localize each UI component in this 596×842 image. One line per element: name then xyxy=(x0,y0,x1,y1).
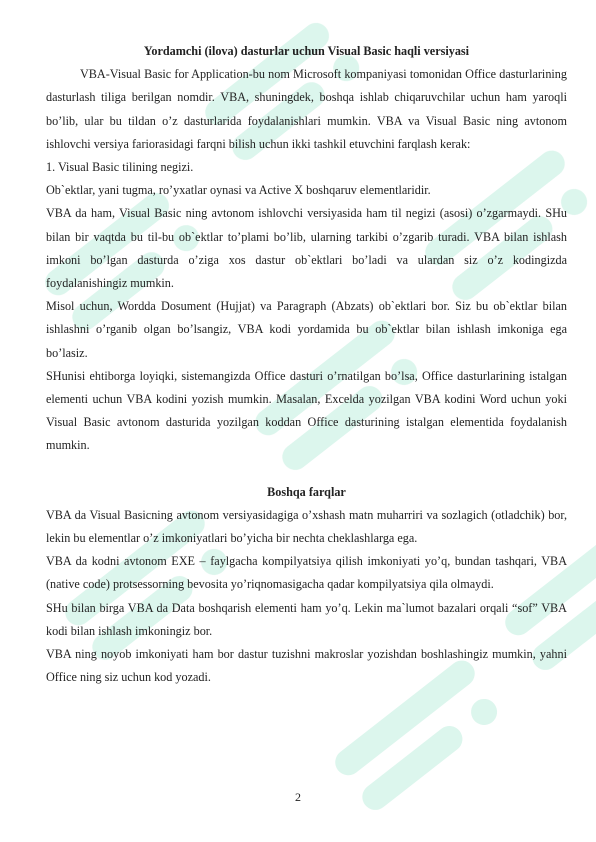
paragraph: SHu bilan birga VBA da Data boshqarish elementi ham yo’q. Lekin ma`lumot bazalari orqali “sof” VBA kodi bilan ishlash imkoningiz bor. xyxy=(46,600,567,638)
document-page xyxy=(46,40,567,689)
page-number: 2 xyxy=(295,790,301,804)
paragraph: SHunisi ehtiborga loyiqki, sistemangizda Office dasturi o’rnatilgan bo’lsa, Office dasturlarining istalgan elementi uchun VBA kodini yozish mumkin. Masalan, Excelda yozilgan VBA kodini Word uchun yoki Visual Basic avtonom dasturida yozilgan koddan Office dasturining istalgan elementida foydalanish mumkin. xyxy=(46,368,567,453)
section-title: Boshqa farqlar xyxy=(267,484,346,499)
paragraph: Ob`ektlar, yani tugma, ro’yxatlar oynasi va Active X boshqaruv elementlaridir. xyxy=(46,183,431,198)
paragraph: VBA-Visual Basic for Application-bu nom Microsoft kompaniyasi tomonidan Office dasturlarining dasturlash tiliga berilgan nomdir. VBA, shuningdek, boshqa ishlab chiqaruvchilar uchun ham yaroqli bo’lib, ular bu tildan o’z dasturlarida foydalanishlari mumkin. VBA va Visual Basic ning avtonom ishlovchi versiya fariorasidagi farqni bilish uchun ikki tashkil etuvchini farqlash kerak: xyxy=(46,67,567,151)
paragraph: VBA da ham, Visual Basic ning avtonom ishlovchi versiyasida ham til negizi (asosi) o’zgarmaydi. SHu bilan bir vaqtda bu til-bu ob`ektlar to’plami bo’lib, ularning tarkibi o’zgarib turadi. VBA bilan ishlash imkoni bo’lgan dasturda o’ziga xos dastur ob`ektlari bo’ladi va ulardan siz o’z kodingizda foydalanishingiz mumkin. xyxy=(46,206,567,291)
document-title: Yordamchi (ilova) dasturlar uchun Visual Basic haqli versiyasi xyxy=(143,44,470,58)
paragraph: VBA da Visual Basicning avtonom versiyasidagiga o’xshash matn muharriri va sozlagich (otladchik) bor, lekin bu elementlar o’z imkoniyatlari bo’yicha bir nechta cheklashlarga ega. xyxy=(46,507,567,546)
paragraph: VBA ning noyob imkoniyati ham bor dastur tuzishni makroslar yozishdan boshlashingiz mumkin, yahni Office ning siz uchun kod yozadi. xyxy=(46,647,567,685)
paragraph: 1. Visual Basic tilining negizi. xyxy=(46,160,194,175)
paragraph: Misol uchun, Wordda Dosument (Hujjat) va Paragraph (Abzats) ob`ektlari bor. Siz bu ob`ektlar bilan ishlashni o’rganib olgan bo’lsangiz, VBA kodi yordamida bu ob`ektlar bilan ishlash imkoniga ega bo’lasiz. xyxy=(46,299,567,360)
paragraph: VBA da kodni avtonom EXE – faylgacha kompilyatsiya qilish imkoniyati yo’q, bundan tashqari, VBA (native code) protsessorning bevosita yo’riqnomasigacha qadar kompilyatsiya qila olmaydi. xyxy=(46,554,567,592)
